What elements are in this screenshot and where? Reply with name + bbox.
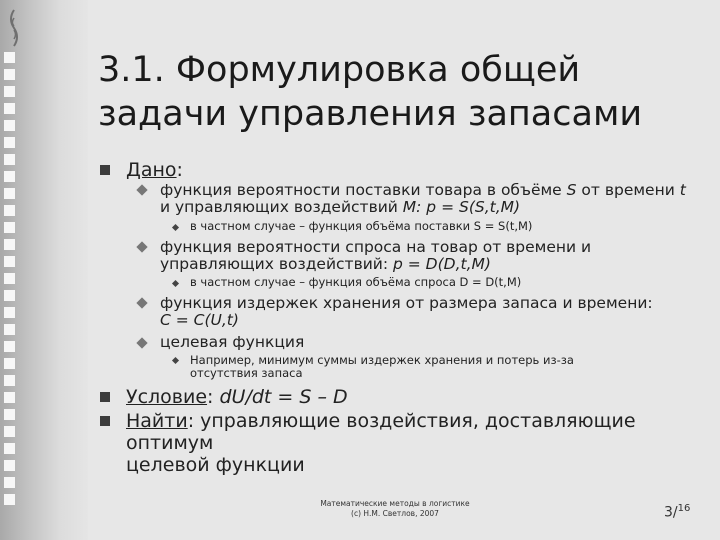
sidebar-square xyxy=(4,86,15,97)
formula: M: p = S(S,t,M) xyxy=(402,198,521,216)
sidebar-square xyxy=(4,460,15,471)
bullet-small-diamond-icon xyxy=(172,280,179,287)
footer xyxy=(290,499,500,519)
bullet-square-icon xyxy=(100,165,110,175)
sidebar-square xyxy=(4,375,15,386)
sidebar-squares xyxy=(4,52,20,505)
page-separator: / xyxy=(672,504,678,521)
find-label: Найти xyxy=(126,410,188,432)
bullet-small-diamond-icon xyxy=(172,357,179,364)
sidebar-square xyxy=(4,273,15,284)
given-label: Дано xyxy=(126,159,177,181)
sidebar-square xyxy=(4,256,15,267)
page-total: 16 xyxy=(677,503,691,514)
given-item-3-line1: функция издержек хранения от размера запаса и времени: xyxy=(160,294,653,312)
given-item-4-sub xyxy=(190,354,700,380)
sidebar-square xyxy=(4,290,15,301)
given-item-3-line2: C = C(U,t) xyxy=(160,311,239,329)
slide-title-line2: задачи управления запасами xyxy=(98,94,643,134)
sidebar-square xyxy=(4,239,15,250)
sidebar-square xyxy=(4,443,15,454)
text-fragment: от времени xyxy=(576,181,680,199)
condition-label: Условие xyxy=(126,386,208,408)
given-item-2-line1: функция вероятности спроса на товар от времени и xyxy=(160,238,592,256)
given-item-1-line2 xyxy=(160,199,705,216)
given-item-1 xyxy=(160,182,705,216)
condition-colon: : xyxy=(207,386,220,408)
sidebar-square xyxy=(4,392,15,403)
find-line1 xyxy=(126,410,720,454)
bullet-diamond-icon xyxy=(136,297,147,308)
sidebar-square xyxy=(4,494,15,505)
bullet-diamond-icon xyxy=(136,184,147,195)
text-fragment: управляющих воздействий: xyxy=(160,255,393,273)
find-line2: целевой функции xyxy=(126,454,305,476)
bullet-small-diamond-icon xyxy=(172,224,179,231)
sidebar-square xyxy=(4,120,15,131)
sidebar-square xyxy=(4,324,15,335)
sidebar-square xyxy=(4,171,15,182)
logo-icon xyxy=(7,8,21,48)
sidebar-square xyxy=(4,188,15,199)
sidebar-square xyxy=(4,205,15,216)
bullet-square-icon xyxy=(100,392,110,402)
text-fragment: и управляющих воздействий xyxy=(160,198,403,216)
sidebar-square xyxy=(4,52,15,63)
given-item-3 xyxy=(160,295,705,329)
given-item-4-sub-line1: Например, минимум суммы издержек хранения и потерь из-за xyxy=(190,353,574,367)
footer-line2: (с) Н.М. Светлов, 2007 xyxy=(351,509,439,518)
given-item-4-sub-line2: отсутствия запаса xyxy=(190,366,303,380)
var-t: t xyxy=(679,181,686,199)
sidebar-decoration xyxy=(0,0,88,540)
formula: p = D(D,t,M) xyxy=(393,255,491,273)
bullet-diamond-icon xyxy=(136,337,147,348)
given-heading xyxy=(126,159,183,181)
given-item-1-sub: в частном случае – функция объёма поставки S = S(t,M) xyxy=(190,219,533,233)
slide-title xyxy=(98,48,698,136)
page-current: 3 xyxy=(664,504,673,521)
sidebar-square xyxy=(4,358,15,369)
given-item-4: целевая функция xyxy=(160,333,305,351)
find-line xyxy=(126,410,720,476)
footer-line1: Математические методы в логистике xyxy=(320,499,470,508)
page-number xyxy=(664,503,690,521)
var-S: S xyxy=(566,181,577,199)
sidebar-square xyxy=(4,341,15,352)
find-text1: : управляющие воздействия, доставляющие оптимум xyxy=(126,410,636,454)
given-item-2 xyxy=(160,239,705,273)
sidebar-square xyxy=(4,69,15,80)
bullet-diamond-icon xyxy=(136,241,147,252)
slide-title-line1: 3.1. Формулировка общей xyxy=(98,50,581,90)
sidebar-square xyxy=(4,103,15,114)
sidebar-square xyxy=(4,137,15,148)
given-item-2-line2 xyxy=(160,256,705,273)
bullet-square-icon xyxy=(100,416,110,426)
sidebar-square xyxy=(4,426,15,437)
text-fragment: функция вероятности поставки товара в объёме xyxy=(160,181,567,199)
sidebar-square xyxy=(4,222,15,233)
sidebar-square xyxy=(4,154,15,165)
given-item-1-line1 xyxy=(160,182,705,199)
given-item-2-sub: в частном случае – функция объёма спроса D = D(t,M) xyxy=(190,275,522,289)
sidebar-square xyxy=(4,477,15,488)
condition-formula: dU/dt = S – D xyxy=(219,386,348,408)
condition-line xyxy=(126,386,348,408)
sidebar-square xyxy=(4,409,15,420)
given-colon: : xyxy=(176,159,183,181)
sidebar-square xyxy=(4,307,15,318)
